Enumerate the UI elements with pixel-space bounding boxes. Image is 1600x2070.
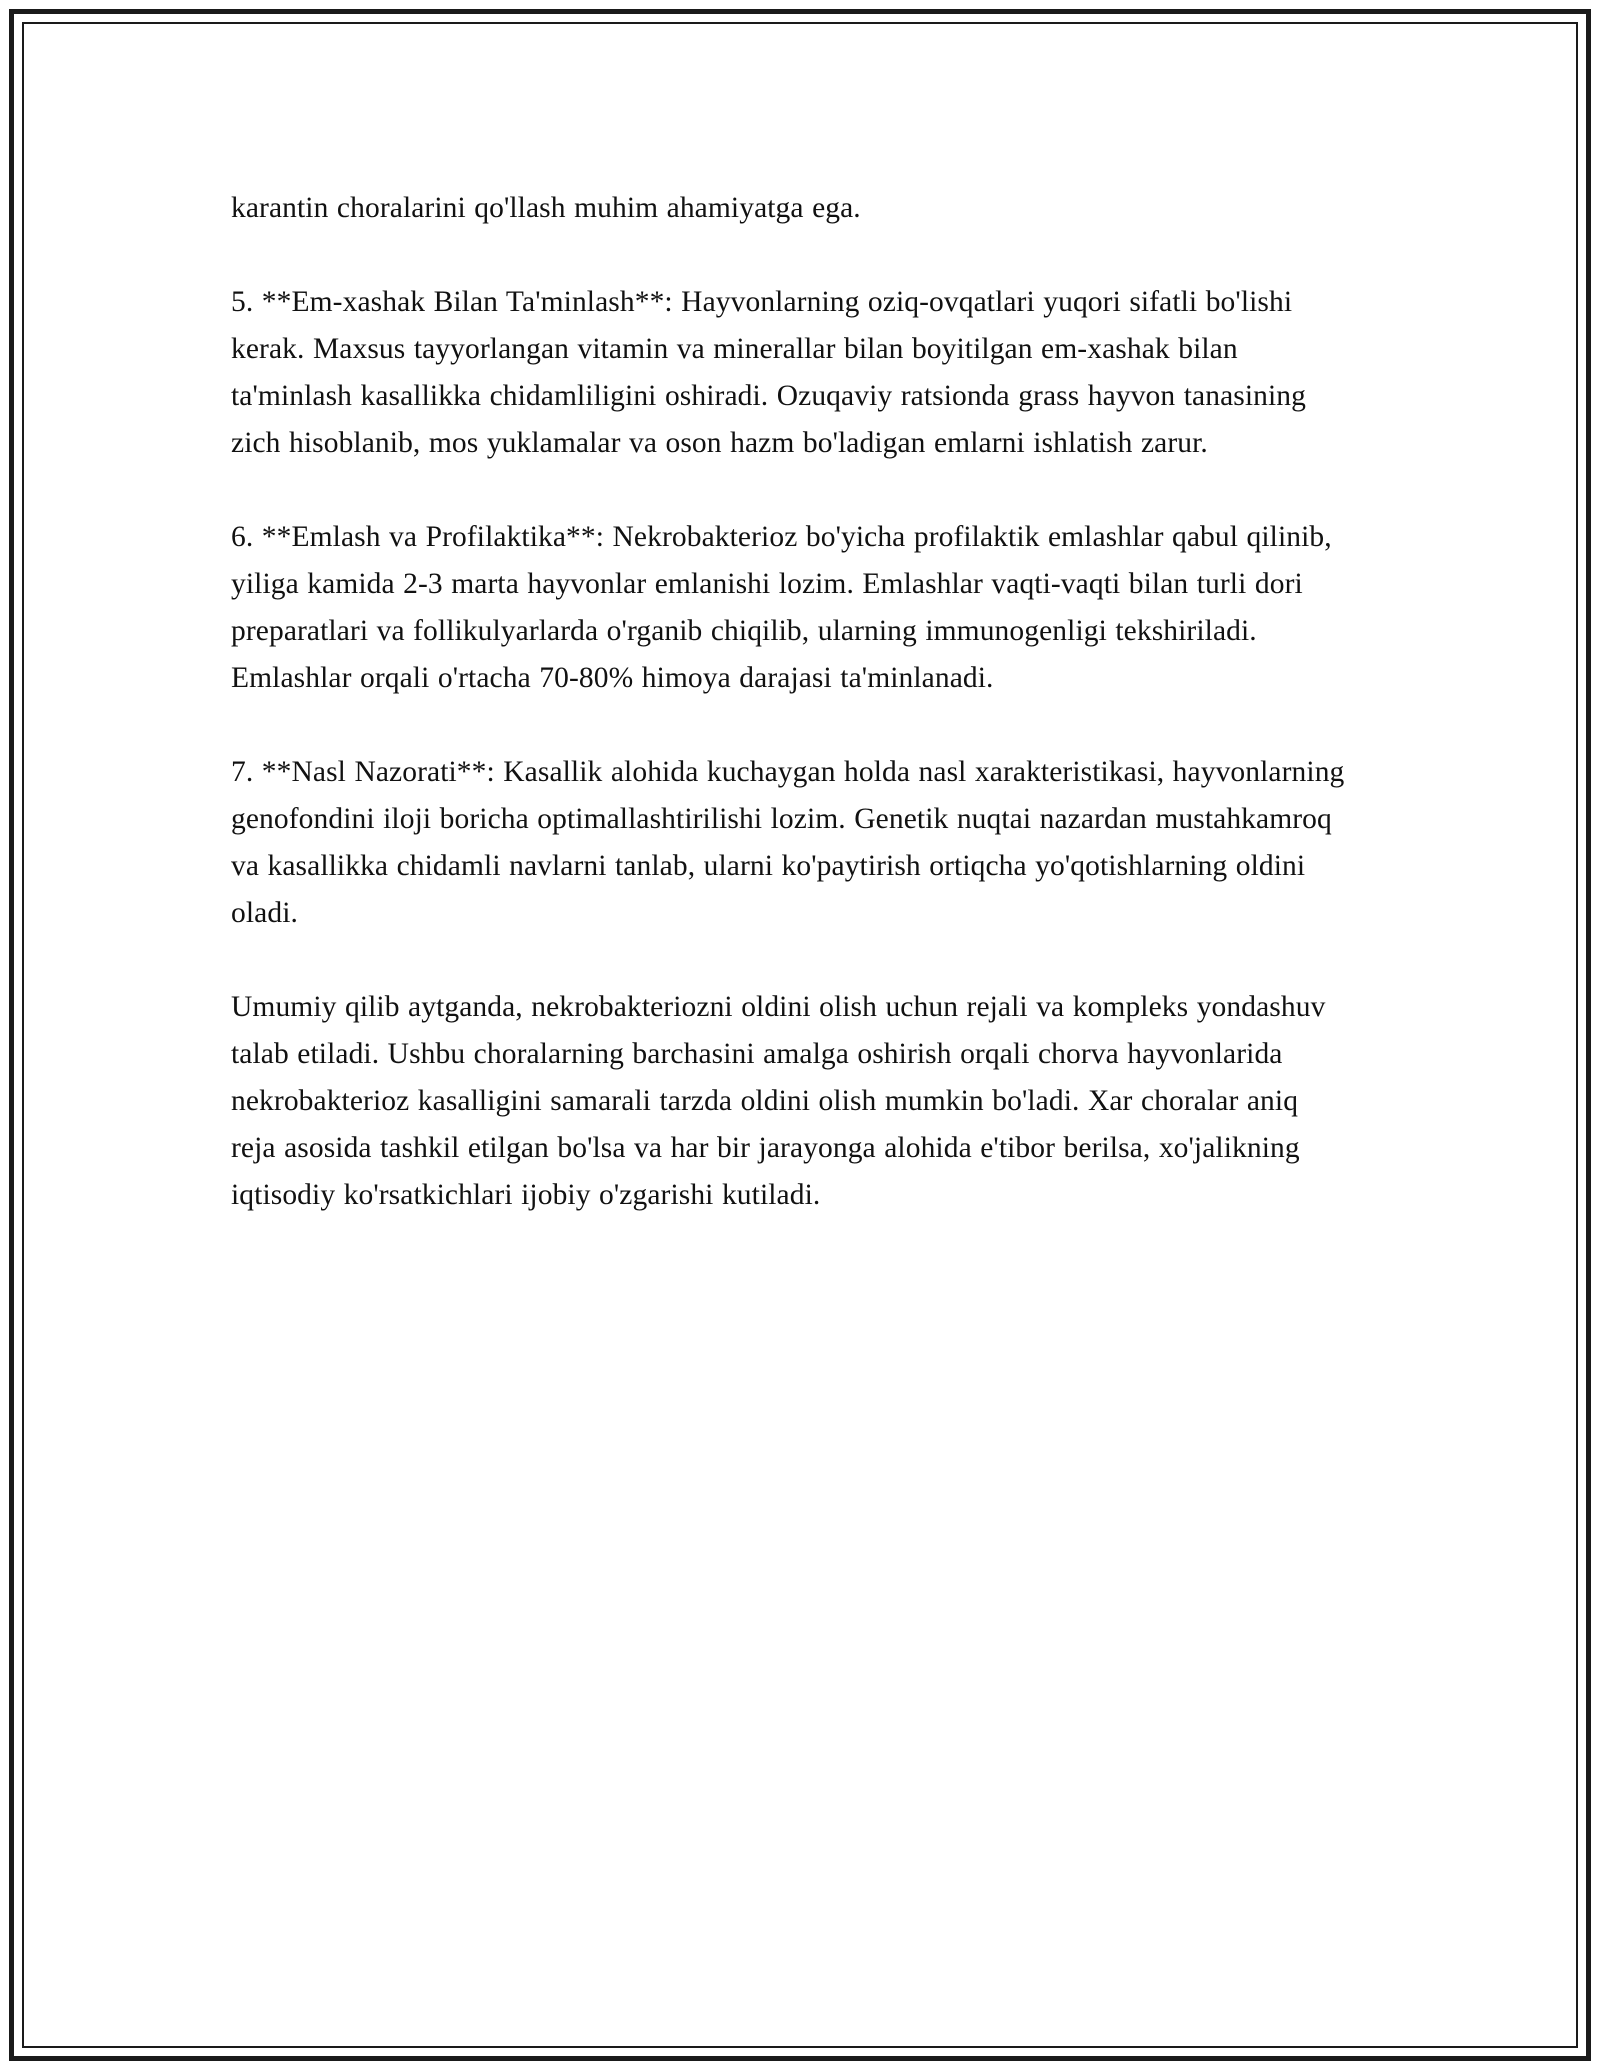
paragraph-item-5-em-xashak: 5. **Em-xashak Bilan Ta'minlash**: Hayvonlarning oziq-ovqatlari yuqori sifatli bo'lishi kerak. Maxsus tayyorlangan vitamin va minerallar bilan boyitilgan em-xashak bilan ta'minlash kasallikka chidamliligini oshiradi. Ozuqaviy ratsionda grass hayvon tanasining zich hisoblanib, mos yuklamalar va oson hazm bo'ladigan emlarni ishlatish zarur. — [231, 286, 1306, 459]
paragraph-conclusion: Umumiy qilib aytganda, nekrobakteriozni oldini olish uchun rejali va kompleks yondashuv talab etiladi. Ushbu choralarning barchasini amalga oshirish orqali chorva hayvonlarida nekrobakterioz kasalligini samarali tarzda oldini olish mumkin bo'ladi. Xar choralar aniq reja asosida tashkil etilgan bo'lsa va har bir jarayonga alohida e'tibor berilsa, xo'jalikning iqtisodiy ko'rsatkichlari ijobiy o'zgarishi kutiladi. — [231, 991, 1326, 1211]
paragraph-carryover: karantin choralarini qo'llash muhim ahamiyatga ega. — [231, 192, 861, 224]
document-body — [231, 185, 1349, 1219]
paragraph-item-6-emlash: 6. **Emlash va Profilaktika**: Nekrobakterioz bo'yicha profilaktik emlashlar qabul qilinib, yiliga kamida 2-3 marta hayvonlar emlanishi lozim. Emlashlar vaqti-vaqti bilan turli dori preparatlari va follikulyarlarda o'rganib chiqilib, ularning immunogenligi tekshiriladi. Emlashlar orqali o'rtacha 70-80% himoya darajasi ta'minlanadi. — [231, 521, 1332, 694]
paragraph-item-7-nasl-nazorati: 7. **Nasl Nazorati**: Kasallik alohida kuchaygan holda nasl xarakteristikasi, hayvonlarning genofondini iloji boricha optimallashtirilishi lozim. Genetik nuqtai nazardan mustahkamroq va kasallikka chidamli navlarni tanlab, ularni ko'paytirish ortiqcha yo'qotishlarning oldini oladi. — [231, 756, 1345, 929]
